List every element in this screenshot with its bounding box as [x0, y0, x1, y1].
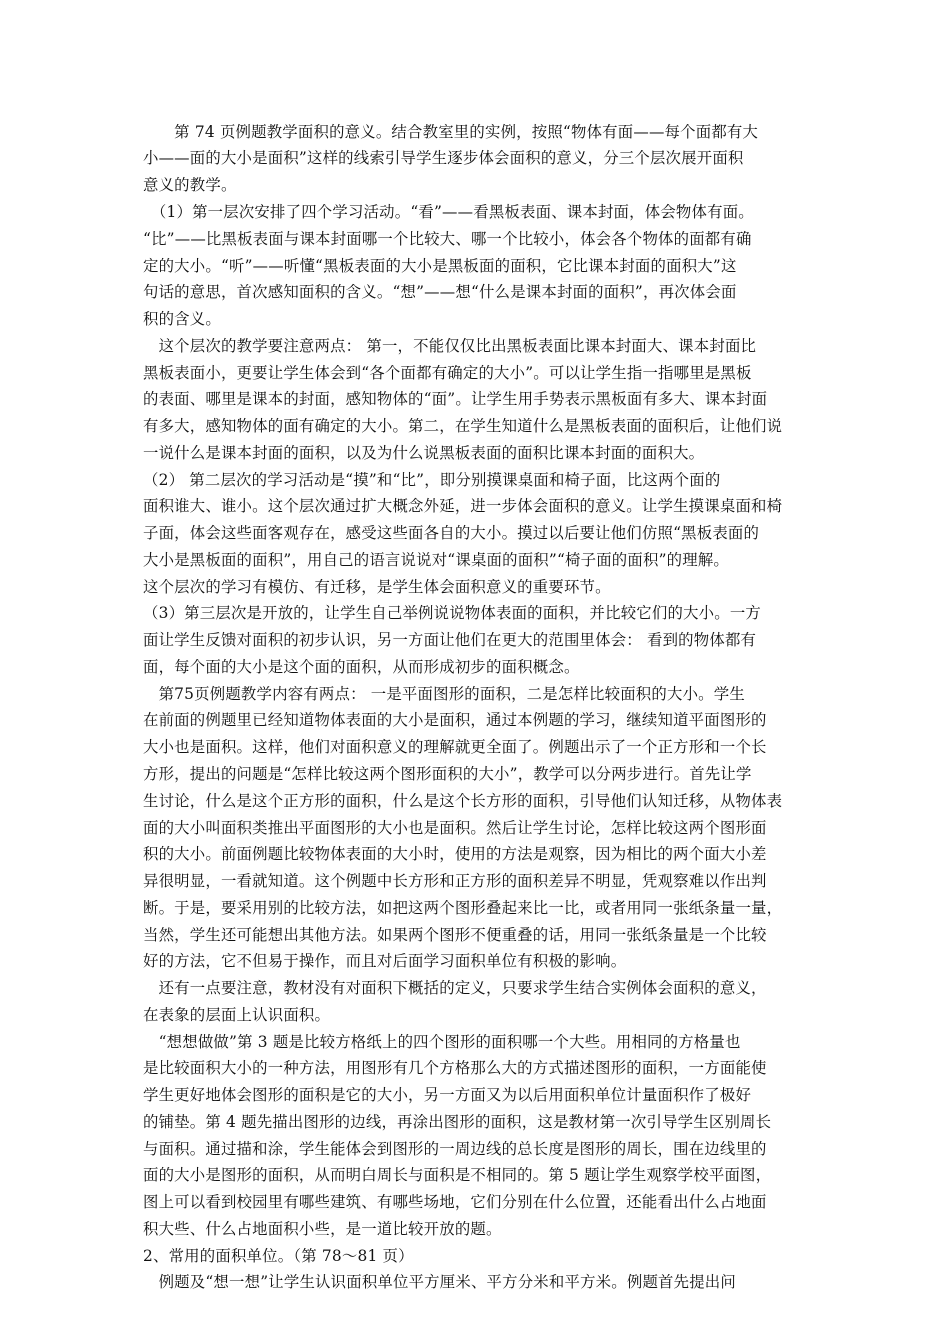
text-line: 小——面的大小是面积”这样的线索引导学生逐步体会面积的意义，分三个层次展开面积 — [143, 149, 744, 167]
text-line: 是比较面积大小的一种方法，用图形有几个方格那么大的方式描述图形的面积，一方面能使 — [143, 1059, 767, 1077]
text-line: 有多大，感知物体的面有确定的大小。第二，在学生知道什么是黑板表面的面积后，让他们说 — [143, 417, 783, 435]
text-line: 当然，学生还可能想出其他方法。如果两个图形不便重叠的话，用同一张纸条量是一个比较 — [143, 926, 767, 944]
text-line: 这个层次的教学要注意两点： 第一，不能仅仅比出黑板表面比课本封面大、课本封面比 — [143, 337, 757, 355]
text-line: 好的方法，它不但易于操作，而且对后面学习面积单位有积极的影响。 — [143, 952, 627, 970]
text-line: 还有一点要注意，教材没有对面积下概括的定义，只要求学生结合实例体会面积的意义， — [143, 979, 767, 997]
text-line: 积大些、什么占地面积小些，是一道比较开放的题。 — [143, 1220, 502, 1238]
text-line: 意义的教学。 — [143, 176, 237, 194]
text-line: 第 74 页例题教学面积的意义。结合教室里的实例，按照“物体有面——每个面都有大 — [143, 123, 759, 141]
text-line: 生讨论，什么是这个正方形的面积，什么是这个长方形的面积，引导他们认知迁移，从物体表 — [143, 792, 783, 810]
text-line: 这个层次的学习有模仿、有迁移，是学生体会面积意义的重要环节。 — [143, 578, 611, 596]
text-line: （3）第三层次是开放的，让学生自己举例说说物体表面的面积，并比较它们的大小。一方 — [143, 604, 762, 622]
text-line: 面让学生反馈对面积的初步认识，另一方面让他们在更大的范围里体会： 看到的物体都有 — [143, 631, 757, 649]
text-line: 句话的意思，首次感知面积的含义。“想”——想“什么是课本封面的面积”，再次体会面 — [143, 283, 737, 301]
text-line: 在前面的例题里已经知道物体表面的大小是面积，通过本例题的学习，继续知道平面图形的 — [143, 711, 767, 729]
text-line: （2） 第二层次的学习活动是“摸”和“比”，即分别摸课桌面和椅子面，比这两个面的 — [143, 471, 721, 489]
text-line: 在表象的层面上认识面积。 — [143, 1006, 331, 1024]
text-line: “比”——比黑板表面与课本封面哪一个比较大、哪一个比较小，体会各个物体的面都有确 — [143, 230, 752, 248]
text-line: 定的大小。“听”——听懂“黑板表面的大小是黑板面的面积，它比课本封面的面积大”这 — [143, 257, 737, 275]
text-line: 积的含义。 — [143, 310, 221, 328]
text-line: 断。于是，要采用别的比较方法，如把这两个图形叠起来比一比，或者用同一张纸条量一量， — [143, 899, 783, 917]
text-line: 面积谁大、谁小。这个层次通过扩大概念外延，进一步体会面积的意义。让学生摸课桌面和椅 — [143, 497, 783, 515]
text-line: 图上可以看到校园里有哪些建筑、有哪些场地，它们分别在什么位置，还能看出什么占地面 — [143, 1193, 767, 1211]
text-line: 例题及“想一想”让学生认识面积单位平方厘米、平方分米和平方米。例题首先提出问 — [143, 1273, 736, 1291]
text-line: 积的大小。前面例题比较物体表面的大小时，使用的方法是观察，因为相比的两个面大小差 — [143, 845, 767, 863]
text-line: 大小也是面积。这样，他们对面积意义的理解就更全面了。例题出示了一个正方形和一个长 — [143, 738, 767, 756]
text-line: 子面，体会这些面客观存在，感受这些面各自的大小。摸过以后要让他们仿照“黑板表面的 — [143, 524, 760, 542]
text-line: 2、常用的面积单位。（第 78～81 页） — [143, 1247, 414, 1265]
text-line: 面，每个面的大小是这个面的面积，从而形成初步的面积概念。 — [143, 658, 580, 676]
text-line: 一说什么是课本封面的面积，以及为什么说黑板表面的面积比课本封面的面积大。 — [143, 444, 705, 462]
text-line: 面的大小叫面积类推出平面图形的大小也是面积。然后让学生讨论，怎样比较这两个图形面 — [143, 819, 767, 837]
text-line: 第75页例题教学内容有两点： 一是平面图形的面积，二是怎样比较面积的大小。学生 — [143, 685, 745, 703]
text-line: 与面积。通过描和涂，学生能体会到图形的一周边线的总长度是图形的周长，围在边线里的 — [143, 1140, 767, 1158]
text-line: 黑板表面小，更要让学生体会到“各个面都有确定的大小”。可以让学生指一指哪里是黑板 — [143, 364, 752, 382]
text-line: 大小是黑板面的面积”，用自己的语言说说对“课桌面的面积”“椅子面的面积”的理解。 — [143, 551, 730, 569]
text-line: 方形，提出的问题是“怎样比较这两个图形面积的大小”，教学可以分两步进行。首先让学 — [143, 765, 752, 783]
text-line: 学生更好地体会图形的面积是它的大小，另一方面又为以后用面积单位计量面积作了极好 — [143, 1086, 752, 1104]
text-line: 的铺垫。第 4 题先描出图形的边线，再涂出图形的面积，这是教材第一次引导学生区别周长 — [143, 1113, 772, 1131]
text-line: 异很明显，一看就知道。这个例题中长方形和正方形的面积差异不明显，凭观察难以作出判 — [143, 872, 767, 890]
text-line: “想想做做”第 3 题是比较方格纸上的四个图形的面积哪一个大些。用相同的方格量也 — [143, 1033, 741, 1051]
text-line: 的表面、哪里是课本的封面，感知物体的“面”。让学生用手势表示黑板面有多大、课本封面 — [143, 390, 768, 408]
text-line: 面的大小是图形的面积，从而明白周长与面积是不相同的。第 5 题让学生观察学校平面图， — [143, 1166, 772, 1184]
text-line: （1）第一层次安排了四个学习活动。“看”——看黑板表面、课本封面，体会物体有面。 — [143, 203, 754, 221]
